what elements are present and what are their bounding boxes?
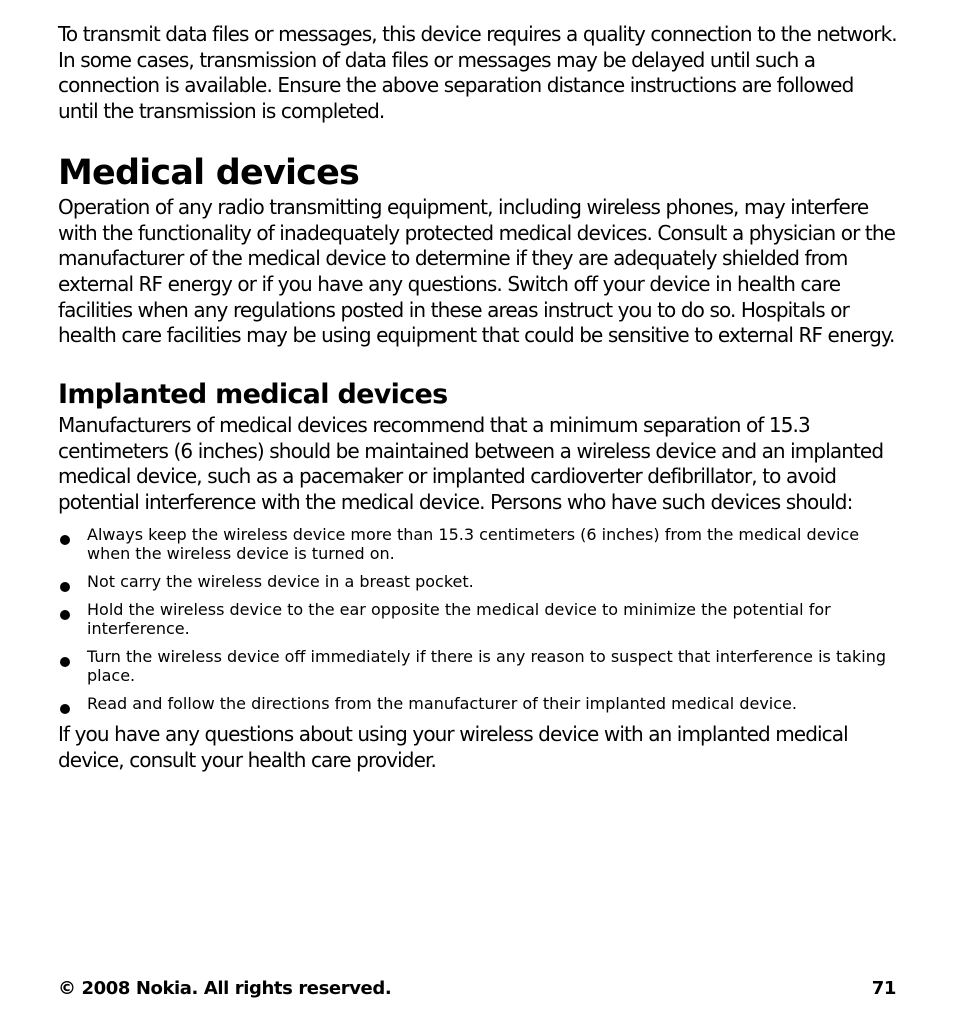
closing-paragraph: If you have any questions about using your wireless device with an implanted medical device, consult your health care provider. bbox=[58, 721, 848, 772]
bullet-icon bbox=[60, 704, 70, 714]
copyright-notice: © 2008 Nokia. All rights reserved. bbox=[58, 978, 392, 999]
list-item-text: Hold the wireless device to the ear opposite the medical device to minimize the potential for interference. bbox=[87, 599, 831, 638]
list-item-text: Not carry the wireless device in a breast pocket. bbox=[87, 571, 474, 591]
subsection-heading-implanted-medical-devices: Implanted medical devices bbox=[58, 379, 448, 411]
intro-paragraph: To transmit data files or messages, this device requires a quality connection to the network. In some cases, transmission of data files or messages may be delayed until such a connection is available. Ensure the above separation distance instructions are followed until the transmission is completed. bbox=[58, 22, 897, 124]
bullet-icon bbox=[60, 582, 70, 592]
implanted-devices-paragraph: Manufacturers of medical devices recommend that a minimum separation of 15.3 centimeters (6 inches) should be maintained between a wireless device and an implanted medical device, such as a pacemaker or implanted cardioverter defibrillator, to avoid potential interference with the medical device. Persons who have such devices should: bbox=[58, 413, 884, 515]
page-number: 71 bbox=[871, 978, 896, 999]
list-item bbox=[58, 525, 898, 563]
list-item-text: Turn the wireless device off immediately if there is any reason to suspect that interference is taking place. bbox=[87, 646, 887, 685]
list-item-text: Always keep the wireless device more than 15.3 centimeters (6 inches) from the medical device when the wireless device is turned on. bbox=[87, 524, 860, 563]
document-page bbox=[58, 22, 898, 773]
recommendation-list bbox=[58, 525, 898, 713]
list-item bbox=[58, 600, 898, 638]
section-heading-medical-devices: Medical devices bbox=[58, 152, 360, 193]
list-item-text: Read and follow the directions from the manufacturer of their implanted medical device. bbox=[87, 693, 797, 713]
list-item bbox=[58, 572, 898, 591]
bullet-icon bbox=[60, 610, 70, 620]
bullet-icon bbox=[60, 535, 70, 545]
bullet-icon bbox=[60, 657, 70, 667]
medical-devices-paragraph: Operation of any radio transmitting equipment, including wireless phones, may interfere with the functionality of inadequately protected medical devices. Consult a physician or the manufacturer of the medical device to determine if they are adequately shielded from external RF energy or if you have any questions. Switch off your device in health care facilities when any regulations posted in these areas instruct you to do so. Hospitals or health care facilities may be using equipment that could be sensitive to external RF energy. bbox=[58, 194, 896, 348]
list-item bbox=[58, 647, 898, 685]
list-item bbox=[58, 694, 898, 713]
